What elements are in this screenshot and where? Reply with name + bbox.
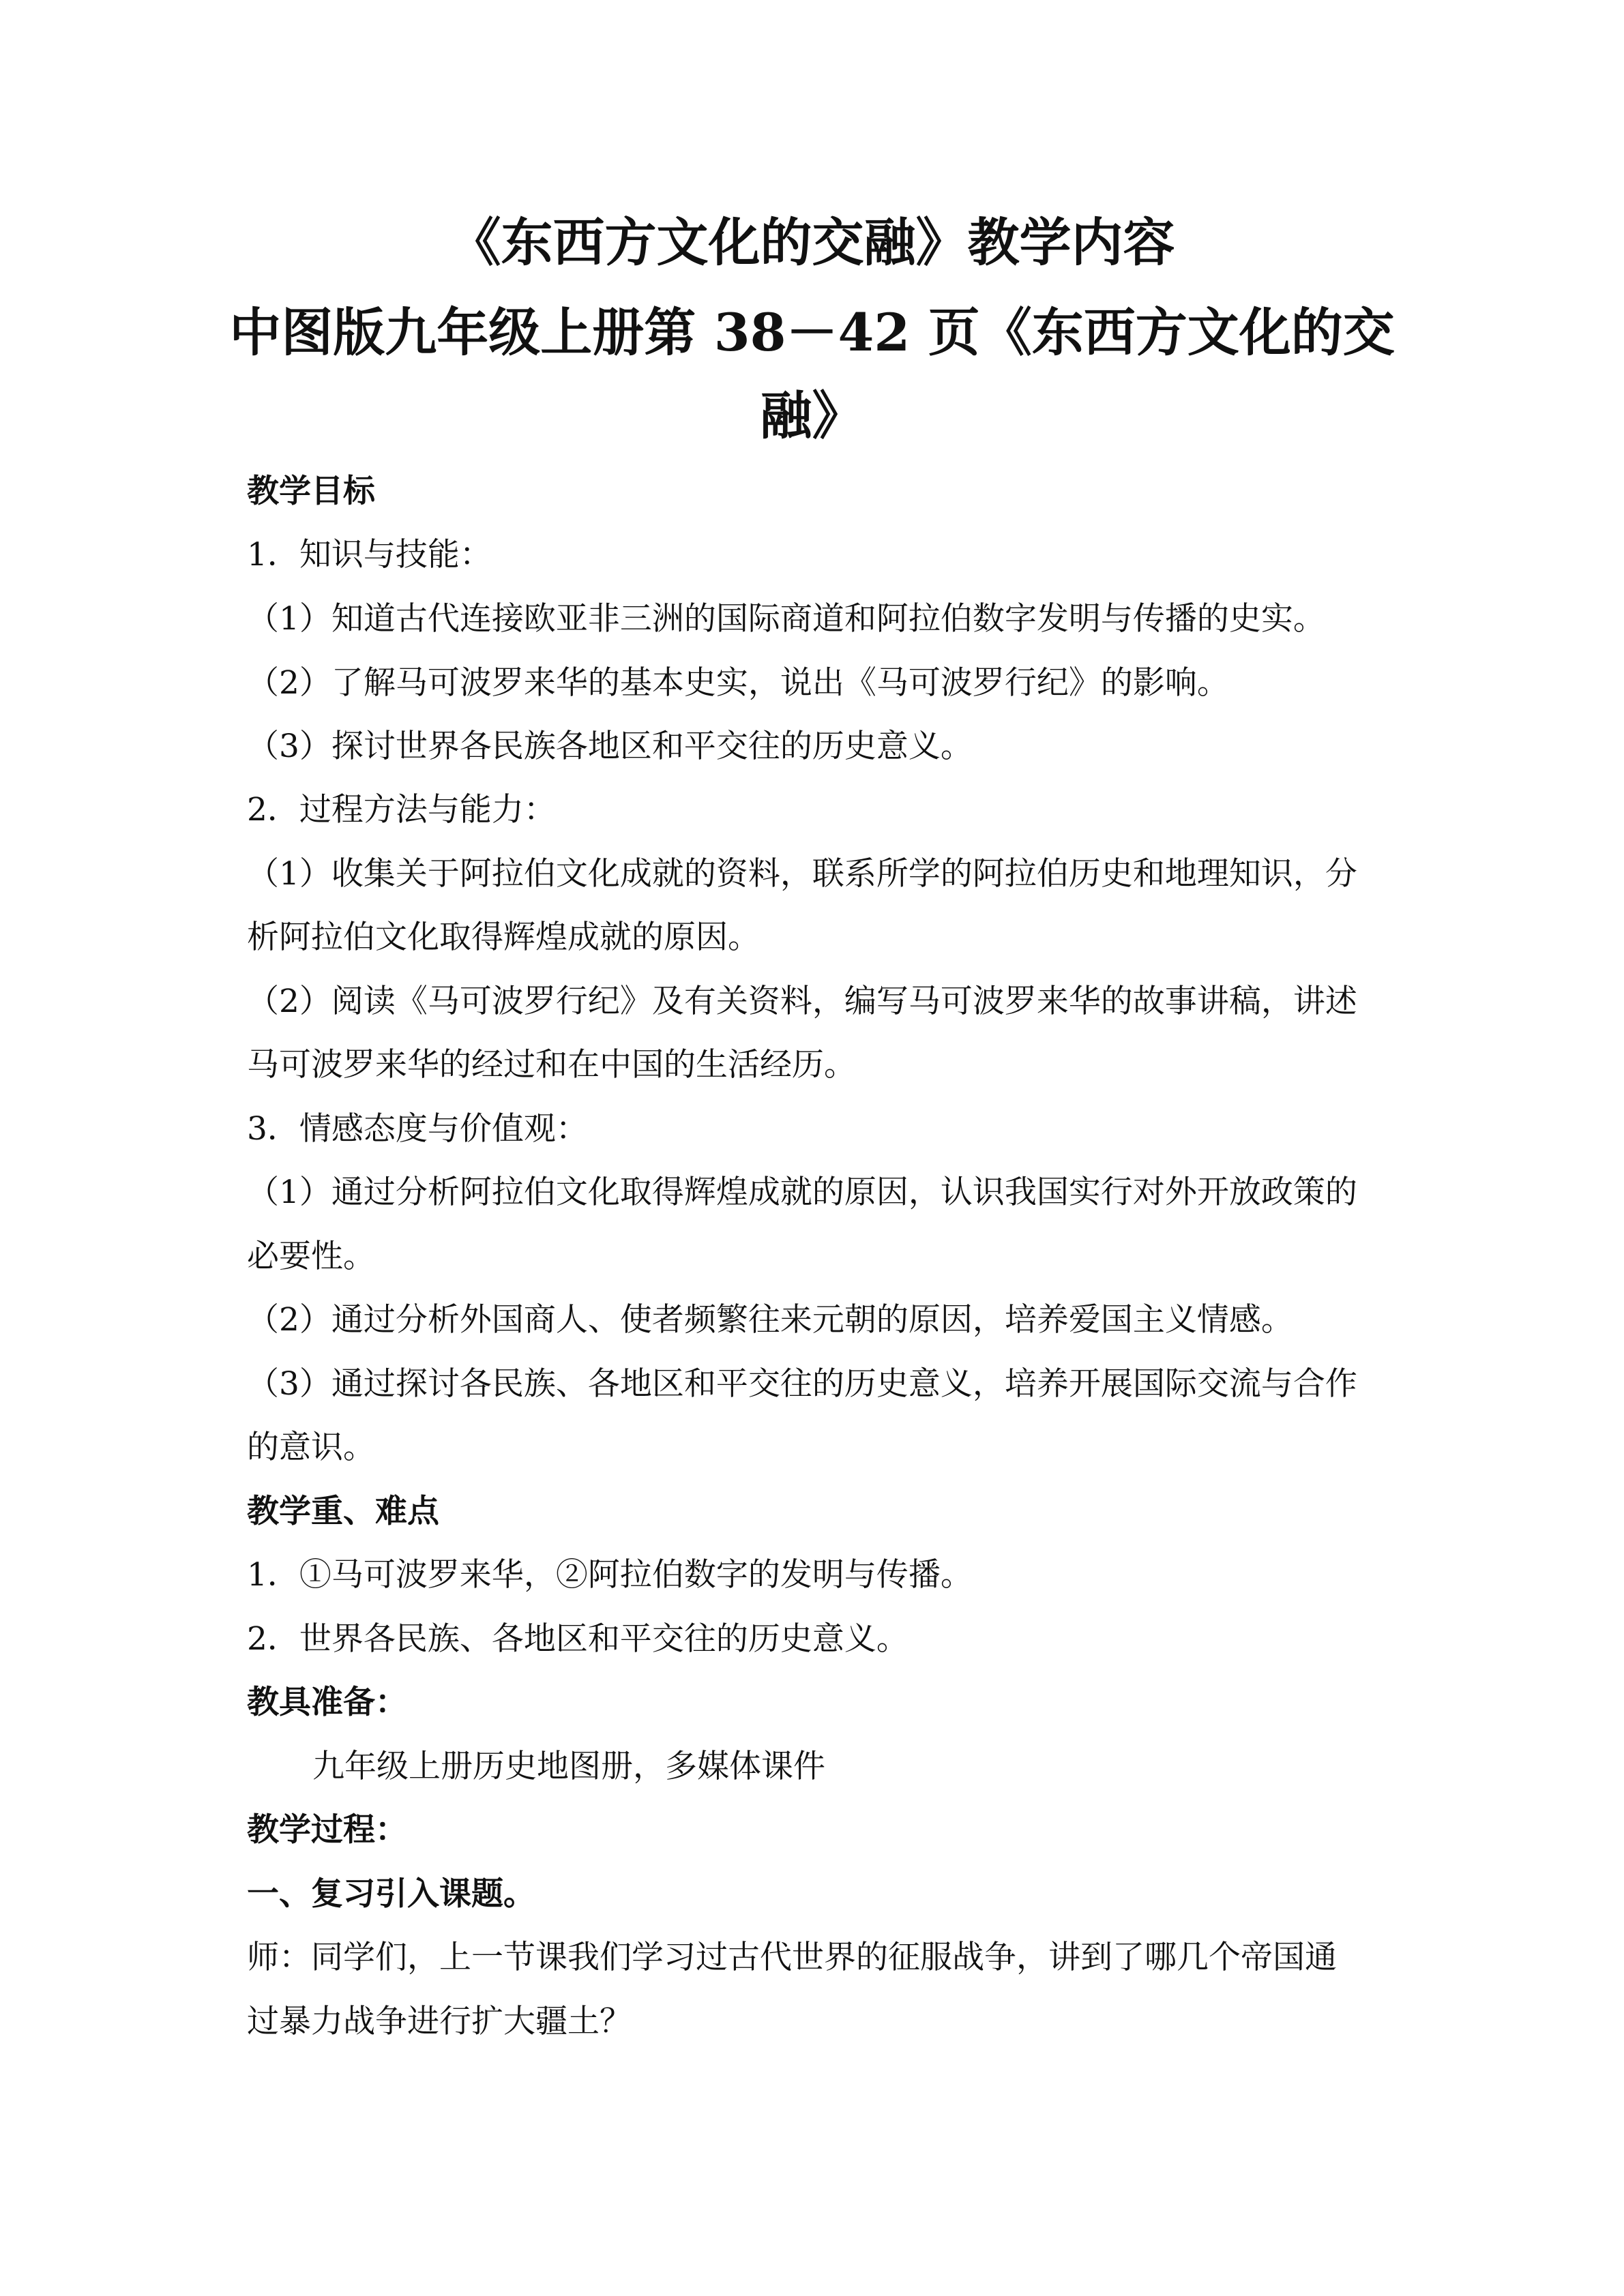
objective-knowledge-item-2: （2）了解马可波罗来华的基本史实，说出《马可波罗行纪》的影响。 [247, 664, 1229, 702]
document-title-line-3: 融》 [760, 385, 864, 446]
objective-attitude-item-1b: 必要性。 [247, 1238, 375, 1275]
section-heading-teaching-aids: 教具准备： [247, 1684, 407, 1721]
objective-process-heading: 2．过程方法与能力： [247, 791, 556, 829]
objective-attitude-item-3b: 的意识。 [247, 1429, 375, 1466]
teacher-speech-line-1: 师：同学们，上一节课我们学习过古代世界的征服战争，讲到了哪几个帝国通 [247, 1939, 1337, 1976]
objective-attitude-item-3a: （3）通过探讨各民族、各地区和平交往的历史意义，培养开展国际交流与合作 [247, 1365, 1357, 1403]
objective-knowledge-item-3: （3）探讨世界各民族各地区和平交往的历史意义。 [247, 728, 973, 765]
objective-knowledge-item-1: （1）知道古代连接欧亚非三洲的国际商道和阿拉伯数字发明与传播的史实。 [247, 600, 1325, 638]
section-heading-key-points: 教学重、难点 [247, 1493, 439, 1530]
key-point-item-2: 2．世界各民族、各地区和平交往的历史意义。 [247, 1620, 909, 1658]
document-title-line-1: 《东西方文化的交融》教学内容 [449, 212, 1175, 273]
objective-process-item-2b: 马可波罗来华的经过和在中国的生活经历。 [247, 1046, 856, 1084]
section-heading-process: 教学过程： [247, 1811, 407, 1849]
objective-process-item-1a: （1）收集关于阿拉伯文化成就的资料，联系所学的阿拉伯历史和地理知识，分 [247, 855, 1357, 893]
objective-attitude-heading: 3．情感态度与价值观： [247, 1110, 588, 1148]
teacher-speech-line-2: 过暴力战争进行扩大疆土？ [247, 2003, 632, 2040]
objective-attitude-item-2: （2）通过分析外国商人、使者频繁往来元朝的原因，培养爱国主义情感。 [247, 1301, 1293, 1339]
objective-knowledge-heading: 1．知识与技能： [247, 536, 492, 573]
section-heading-objectives: 教学目标 [247, 473, 375, 510]
objective-process-item-1b: 析阿拉伯文化取得辉煌成就的原因。 [247, 919, 760, 956]
key-point-item-1: 1．①马可波罗来华，②阿拉伯数字的发明与传播。 [247, 1556, 973, 1594]
process-step-1-heading: 一、复习引入课题。 [247, 1875, 535, 1913]
document-title-line-2: 中图版九年级上册第 38－42 页《东西方文化的交 [229, 302, 1395, 363]
objective-attitude-item-1a: （1）通过分析阿拉伯文化取得辉煌成就的原因，认识我国实行对外开放政策的 [247, 1174, 1357, 1211]
teaching-aids-text: 九年级上册历史地图册，多媒体课件 [312, 1748, 825, 1785]
objective-process-item-2a: （2）阅读《马可波罗行纪》及有关资料，编写马可波罗来华的故事讲稿，讲述 [247, 983, 1357, 1020]
